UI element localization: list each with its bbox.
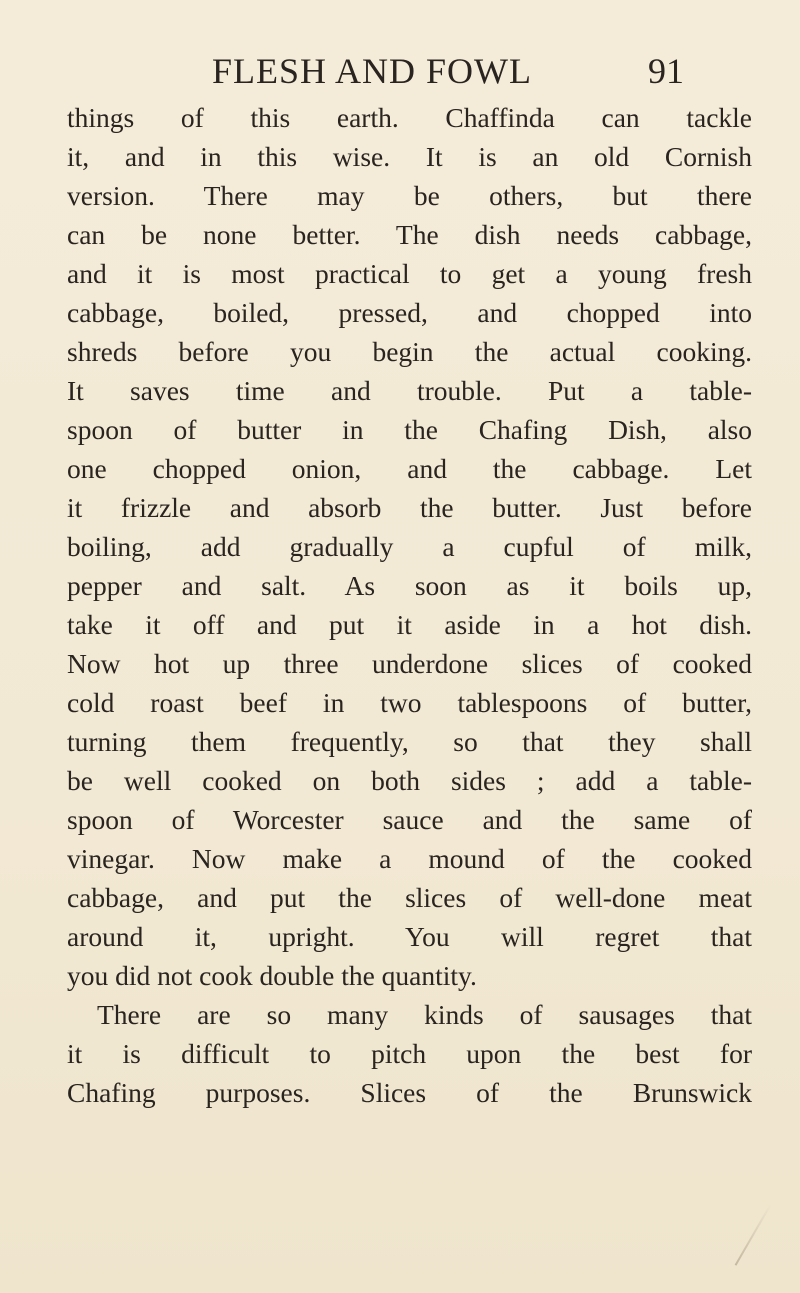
text-line: be well cooked on both sides ; add a table-: [67, 765, 752, 796]
page-number: 91: [648, 51, 684, 91]
text-line: it, and in this wise. It is an old Cornish: [67, 141, 752, 172]
text-line: spoon of Worcester sauce and the same of: [67, 804, 752, 835]
text-line: take it off and put it aside in a hot dish.: [67, 609, 752, 640]
text-line: cabbage, boiled, pressed, and chopped into: [67, 297, 752, 328]
text-line: Now hot up three underdone slices of cooked: [67, 648, 752, 679]
text-line: it frizzle and absorb the butter. Just before: [67, 492, 752, 523]
text-line: turning them frequently, so that they shall: [67, 726, 752, 757]
text-line: can be none better. The dish needs cabbage,: [67, 219, 752, 250]
body-text: [67, 98, 752, 1112]
text-line: cold roast beef in two tablespoons of butter,: [67, 687, 752, 718]
text-line: vinegar. Now make a mound of the cooked: [67, 843, 752, 874]
paragraph-start-line: There are so many kinds of sausages that: [97, 999, 752, 1030]
text-line: boiling, add gradually a cupful of milk,: [67, 531, 752, 562]
text-line: and it is most practical to get a young fresh: [67, 258, 752, 289]
text-line: spoon of butter in the Chafing Dish, also: [67, 414, 752, 445]
text-line: cabbage, and put the slices of well-done meat: [67, 882, 752, 913]
text-line: pepper and salt. As soon as it boils up,: [67, 570, 752, 601]
text-line: around it, upright. You will regret that: [67, 921, 752, 952]
running-head: [0, 46, 800, 96]
text-line: It saves time and trouble. Put a table-: [67, 375, 752, 406]
running-title: FLESH AND FOWL: [212, 51, 533, 91]
page-edge-mark: [735, 1204, 772, 1266]
text-line: Chafing purposes. Slices of the Brunswick: [67, 1077, 752, 1108]
text-line: one chopped onion, and the cabbage. Let: [67, 453, 752, 484]
text-line: version. There may be others, but there: [67, 180, 752, 211]
text-line: things of this earth. Chaffinda can tackle: [67, 102, 752, 133]
text-line: you did not cook double the quantity.: [67, 960, 477, 991]
text-line: shreds before you begin the actual cooking.: [67, 336, 752, 367]
text-line: it is difficult to pitch upon the best for: [67, 1038, 752, 1069]
